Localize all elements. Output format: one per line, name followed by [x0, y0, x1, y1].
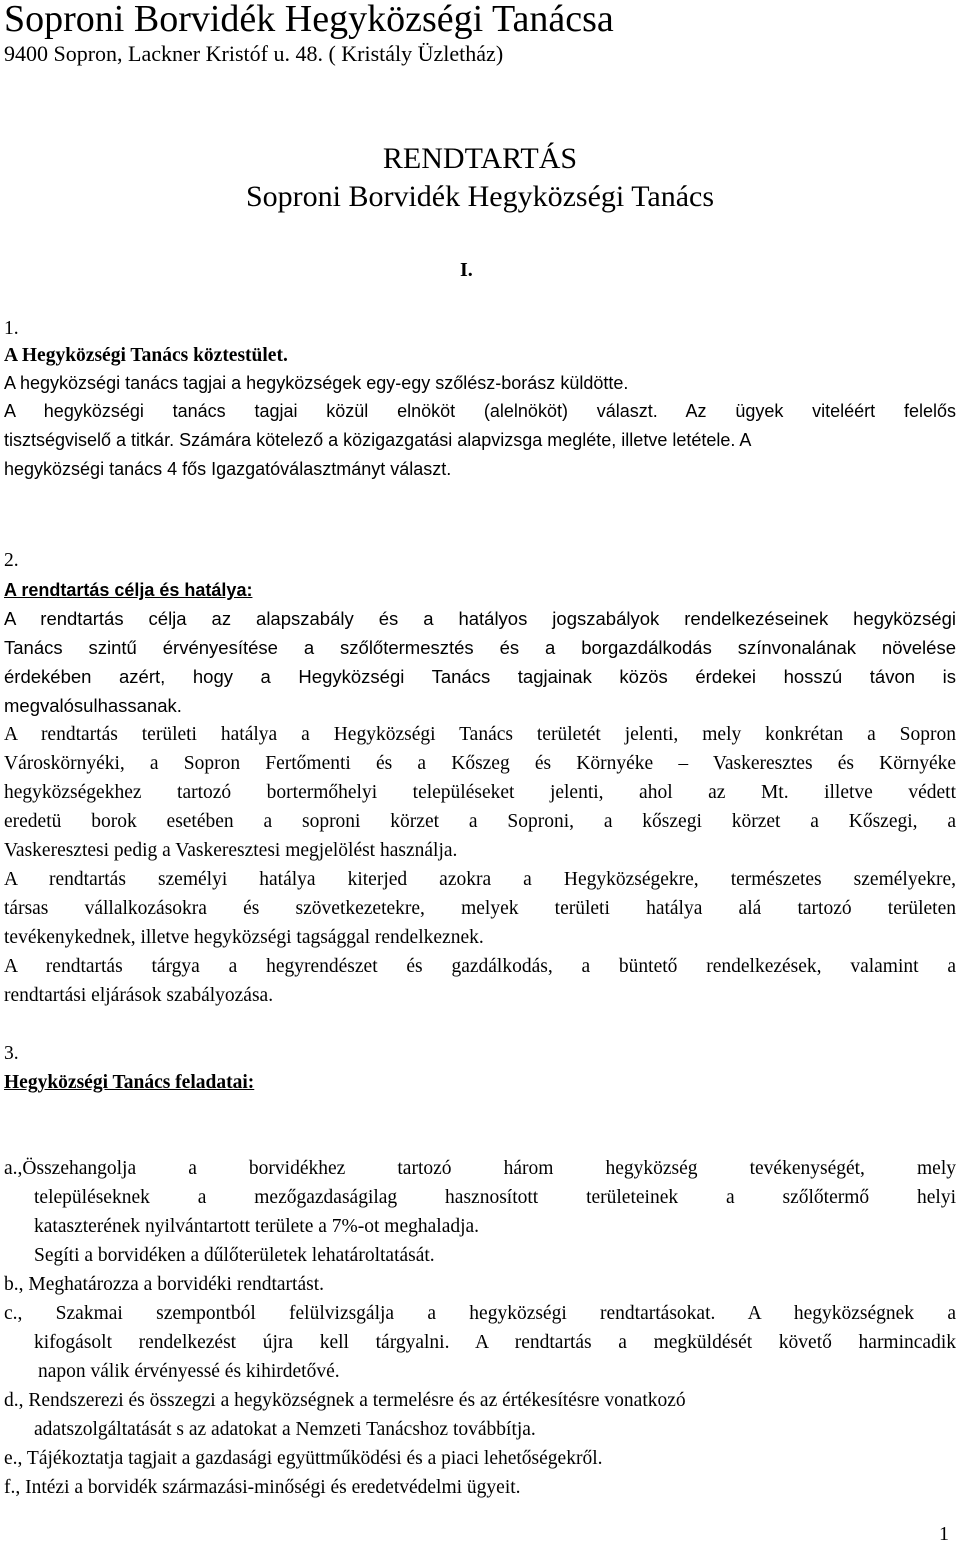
section-heading: A rendtartás célja és hatálya:	[4, 580, 253, 600]
paragraph-line: A rendtartás tárgya a hegyrendészet és gazdálkodás, a büntető rendelkezések, valamint a	[4, 956, 956, 977]
list-item-line: d., Rendszerezi és összegzi a hegyközségnek a termelésre és az értékesítésre vonatkozó	[4, 1390, 686, 1411]
list-item-line: f., Intézi a borvidék származási-minőségi és eredetvédelmi ügyeit.	[4, 1477, 521, 1498]
organization-address: 9400 Sopron, Lackner Kristóf u. 48. ( Kristály Üzletház)	[4, 41, 504, 66]
list-item-line: napon válik érvényessé és kihirdetővé.	[38, 1361, 340, 1382]
section-number: 1.	[4, 318, 19, 339]
paragraph-line: tisztségviselő a titkár. Számára kötelező a közigazgatási alapvizsga megléte, illetve letétele. A	[4, 430, 752, 450]
paragraph-line: A hegyközségi tanács tagjai közül elnököt (alelnököt) választ. Az ügyek viteléért felelős	[4, 401, 956, 421]
organization-name: Soproni Borvidék Hegyközségi Tanácsa	[4, 0, 614, 40]
section-heading: A Hegyközségi Tanács köztestület.	[4, 345, 288, 366]
list-item-line: kifogásolt rendelkezést újra kell tárgyalni. A rendtartás a megküldését követő harmincadik	[34, 1332, 956, 1353]
paragraph-line: A rendtartás területi hatálya a Hegyközségi Tanács területét jelenti, mely konkrétan a Sopron	[4, 724, 956, 745]
section-1	[4, 315, 956, 484]
list-item-line: b., Meghatározza a borvidéki rendtartást.	[4, 1274, 324, 1295]
paragraph-line: érdekében azért, hogy a Hegyközségi Tanács tagjainak közös érdekei hosszú távon is	[4, 666, 956, 687]
paragraph-line: eredetü borok esetében a soproni körzet a Soproni, a kőszegi körzet a Kőszegi, a	[4, 811, 956, 832]
paragraph-line: A hegyközségi tanács tagjai a hegyközségek egy-egy szőlész-borász küldötte.	[4, 373, 629, 393]
section-3	[4, 1039, 956, 1097]
section-number: 2.	[4, 550, 19, 571]
task-item-d	[4, 1386, 956, 1444]
list-item-line: kataszterének nyilvántartott területe a 7%-ot meghaladja.	[34, 1216, 480, 1237]
section-number: 3.	[4, 1043, 19, 1064]
paragraph-line: hegyközségi tanács 4 fős Igazgatóválasztmányt választ.	[4, 459, 452, 479]
paragraph-line: A rendtartás célja az alapszabály és a hatályos jogszabályok rendelkezéseinek hegyközségi	[4, 608, 956, 629]
paragraph-line: Tanács szintű érvényesítése a szőlőtermesztés és a borgazdálkodás színvonalának növelése	[4, 637, 956, 658]
task-item-b	[4, 1270, 956, 1299]
paragraph-line: tevékenykednek, illetve hegyközségi tagsággal rendelkeznek.	[4, 927, 484, 948]
paragraph-line: Városkörnyéki, a Sopron Fertőmenti és a Kőszeg és Környéke – Vaskeresztes és Környéke	[4, 753, 956, 774]
paragraph-line: rendtartási eljárások szabályozása.	[4, 985, 274, 1006]
paragraph-line: társas vállalkozásokra és szövetkezetekre, melyek területi hatálya alá tartozó területen	[4, 898, 956, 919]
section-heading: Hegyközségi Tanács feladatai:	[4, 1072, 255, 1093]
task-item-e	[4, 1444, 956, 1473]
paragraph-line: megvalósulhassanak.	[4, 695, 182, 716]
list-item-line: településeknek a mezőgazdaságilag hasznosított területeinek a szőlőtermő helyi	[34, 1187, 956, 1208]
list-item-line: a.,Összehangolja a borvidékhez tartozó három hegyközség tevékenységét, mely	[4, 1158, 956, 1179]
list-item-line: e., Tájékoztatja tagjait a gazdasági együttműködési és a piaci lehetőségekről.	[4, 1448, 603, 1469]
paragraph-line: hegyközségekhez tartozó bortermőhelyi településeket jelenti, ahol az Mt. illetve védett	[4, 782, 956, 803]
list-item-line: Segíti a borvidéken a dűlőterületek lehatároltatását.	[34, 1245, 435, 1266]
chapter-number: I.	[460, 259, 473, 281]
list-item-line: adatszolgáltatását s az adatokat a Nemzeti Tanácshoz továbbítja.	[34, 1419, 536, 1440]
document-title: RENDTARTÁS	[382, 142, 578, 175]
page-number: 1	[939, 1523, 949, 1545]
document-subtitle: Soproni Borvidék Hegyközségi Tanács	[245, 180, 715, 213]
task-item-a	[4, 1154, 956, 1270]
task-item-f	[4, 1473, 956, 1502]
section-2	[4, 546, 956, 1010]
task-item-c	[4, 1299, 956, 1386]
list-item-line: c., Szakmai szempontból felülvizsgálja a hegyközségi rendtartásokat. A hegyközségnek a	[4, 1303, 956, 1324]
paragraph-line: A rendtartás személyi hatálya kiterjed azokra a Hegyközségekre, természetes személyekre,	[4, 869, 956, 890]
paragraph-line: Vaskeresztesi pedig a Vaskeresztesi megjelölést használja.	[4, 840, 458, 861]
